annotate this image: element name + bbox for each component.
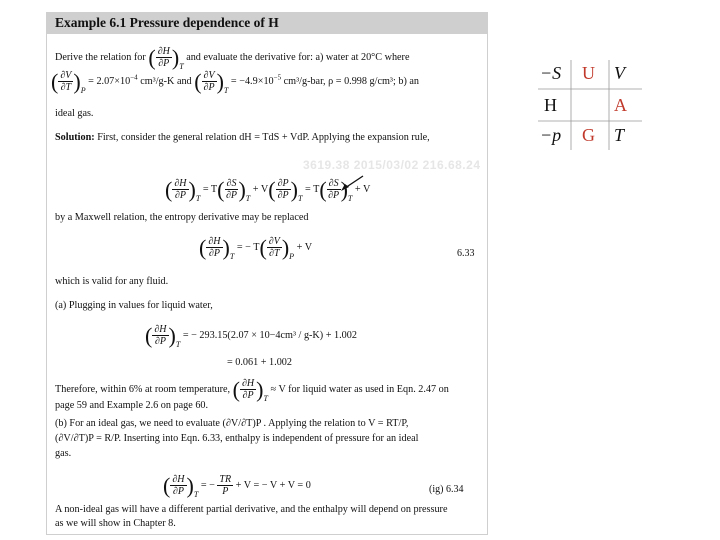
part-b-line-2: (∂V/∂T)P = R/P. Inserting into Eqn. 6.33, enthalpy is independent of pressure for an ideal xyxy=(55,433,419,444)
thermodynamic-square xyxy=(538,58,642,152)
equation-water-result: = 0.061 + 1.002 xyxy=(227,357,292,368)
part-b-line-3: gas. xyxy=(55,448,72,459)
square-v: V xyxy=(614,63,625,83)
maxwell-text: by a Maxwell relation, the entropy derivative may be replaced xyxy=(55,212,309,223)
closing-line-1: A non-ideal gas will have a different partial derivative, and the enthalpy will depend on pressure xyxy=(55,504,448,515)
watermark: 3619.38 2015/03/02 216.68.24 xyxy=(303,158,481,172)
closing-line-2: as we will show in Chapter 8. xyxy=(55,518,176,529)
intro-line-1: Derive the relation for ( $\frac{\partial H}{\partial P}$ )$_T$ and evaluate the derivative for: a) water at 20°C where xyxy=(55,44,410,71)
intro-line-3: ideal gas. xyxy=(55,108,94,119)
square-t: T xyxy=(614,125,625,145)
square-a: A xyxy=(614,95,627,115)
therefore-line-1: Therefore, within 6% at room temperature, ( $\frac{\partial H}{\partial P}$ )$_T \approx V$ for liquid water as used in Eqn. 2.47 on xyxy=(55,376,449,403)
part-a-text: (a) Plugging in values for liquid water, xyxy=(55,300,213,311)
therefore-line-2: page 59 and Example 2.6 on page 60. xyxy=(55,400,209,411)
equation-6-33: ( $\frac{\partial H}{\partial P}$ )$_T$ = − T( $\frac{\partial V}{\partial T}$ )$_P + V$ xyxy=(199,234,313,261)
equation-water: ( $\frac{\partial H}{\partial P}$ )$_T$ = − 293.15(2.07 × 10−4cm³ / g-K) + 1.002 xyxy=(145,322,357,349)
example-header xyxy=(47,12,487,34)
intro-line-2: ( $\frac{\partial V}{\partial T}$ )$_P = 2.07\times 10^{-4}$ cm³/g-K and ( $\frac{\partial V}{\partial P}$ )$_T = -4.9\times 10^{-5}$ cm³/g-bar, ρ = 0.998 g/cm³; b) an xyxy=(51,68,419,95)
equation-number-6-34: (ig) 6.34 xyxy=(429,484,464,495)
example-title: Example 6.1 Pressure dependence of H xyxy=(55,15,279,30)
equation-6-34: ( $\frac{\partial H}{\partial P}$ )$_T$ = − $\frac{TR}{P}$ + V = − V + V = 0 xyxy=(163,472,311,499)
square-neg-s: −S xyxy=(540,63,562,83)
square-h: H xyxy=(544,95,557,115)
square-neg-p: −p xyxy=(540,125,562,145)
square-u: U xyxy=(582,63,595,83)
solution-line: Solution: First, consider the general relation dH = TdS + VdP. Applying the expansion rule, xyxy=(55,132,430,143)
square-g: G xyxy=(582,125,595,145)
equation-expansion: ( $\frac{\partial H}{\partial P}$ )$_T = T$( $\frac{\partial S}{\partial P}$ )$_T + V$( $\frac{\partial P}{\partial P}$ )$_T = T$( $\frac{\partial S}{\partial P}$ )$_T + V$ xyxy=(165,176,371,203)
valid-text: which is valid for any fluid. xyxy=(55,276,169,287)
equation-number-6-33: 6.33 xyxy=(457,248,475,259)
textbook-page xyxy=(46,12,488,535)
part-b-line-1: (b) For an ideal gas, we need to evaluate (∂V/∂T)P . Applying the relation to V = RT/P, xyxy=(55,418,409,429)
